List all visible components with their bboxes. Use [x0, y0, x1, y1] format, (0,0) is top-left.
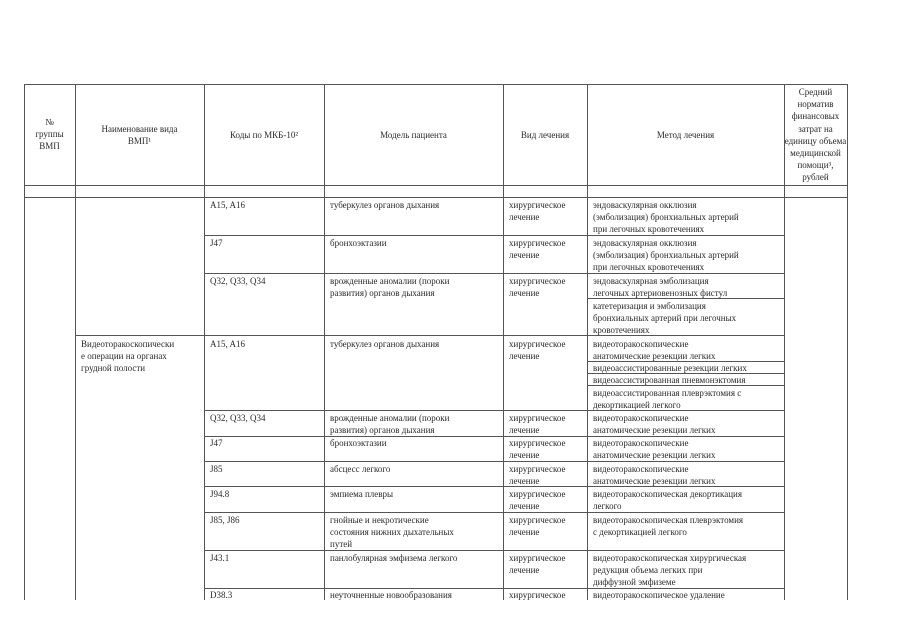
- patient-model-cell: эмпиема плевры: [330, 489, 394, 499]
- header-vmp-name: Наименование вида ВМП¹: [101, 124, 178, 147]
- treatment-method-cell: эндоваскулярная окклюзия (эмболизация) бронхиальных артерий при легочных кровотечениях: [593, 238, 739, 273]
- col-border-left: [24, 84, 25, 600]
- col-border-3: [324, 84, 325, 600]
- header-icd-codes: Коды по МКБ-10²: [229, 130, 299, 140]
- patient-model-cell: неуточненные новообразования: [330, 590, 452, 600]
- icd-code-cell: Q32, Q33, Q34: [210, 276, 266, 286]
- treatment-type-cell: хирургическое лечение: [509, 339, 566, 362]
- treatment-type-cell: хирургическое лечение: [509, 238, 566, 261]
- row-divider: [204, 550, 784, 551]
- vmp-name-cell: Видеоторакоскопически е операции на органах грудной полости: [81, 339, 175, 374]
- header-treatment-method: Метод лечения: [656, 130, 715, 140]
- treatment-method-cell: видеоторакоскопические анатомические резекции легких: [593, 413, 716, 436]
- icd-code-cell: J47: [210, 438, 223, 448]
- patient-model-cell: абсцесс легкого: [330, 464, 391, 474]
- treatment-type-cell: хирургическое лечение: [509, 438, 566, 461]
- table-top-border: [24, 84, 847, 85]
- treatment-method-cell: видеоассистированная пневмонэктомия: [593, 375, 746, 385]
- treatment-method-cell: видеоторакоскопические анатомические резекции легких: [593, 339, 716, 362]
- patient-model-cell: бронхоэктазии: [330, 238, 387, 248]
- treatment-type-cell: хирургическое лечение: [509, 489, 566, 512]
- treatment-method-cell: видеоассистированные резекции легких: [593, 363, 747, 373]
- col-border-2: [204, 84, 205, 600]
- treatment-type-cell: хирургическое лечение: [509, 553, 566, 576]
- patient-model-cell: туберкулез органов дыхания: [330, 339, 440, 349]
- treatment-type-cell: хирургическое лечение: [509, 276, 566, 299]
- patient-model-cell: бронхоэктазии: [330, 438, 387, 448]
- treatment-method-cell: видеоторакоскопическая декортикация легкого: [593, 489, 742, 512]
- patient-model-cell: туберкулез органов дыхания: [330, 200, 440, 210]
- treatment-method-cell: катетеризация и эмболизация бронхиальных артерий при легочных кровотечениях: [593, 301, 737, 336]
- header-bottom-border: [24, 185, 847, 186]
- header-patient-model: Модель пациента: [380, 130, 447, 140]
- icd-code-cell: Q32, Q33, Q34: [210, 413, 266, 423]
- patient-model-cell: гнойные и некротические состояния нижних дыхательных путей: [330, 515, 454, 550]
- icd-code-cell: D38.3: [210, 590, 233, 600]
- treatment-type-cell: хирургическое лечение: [509, 515, 566, 538]
- icd-code-cell: J85: [210, 464, 223, 474]
- treatment-method-cell: видеоторакоскопическое удаление: [593, 590, 725, 600]
- treatment-method-cell: видеоторакоскопическая плеврэктомия с декортикацией легкого: [593, 515, 744, 538]
- patient-model-cell: врожденные аномалии (пороки развития) органов дыхания: [330, 276, 450, 299]
- icd-code-cell: A15, A16: [210, 200, 246, 210]
- icd-code-cell: A15, A16: [210, 339, 246, 349]
- treatment-method-cell: видеоассистированная плеврэктомия с декортикацией легкого: [593, 388, 742, 411]
- header-group-number: № группы ВМП: [35, 117, 64, 152]
- icd-code-cell: J43.1: [210, 553, 230, 563]
- header-treatment-type: Вид лечения: [520, 130, 570, 140]
- empty-row-bottom-border: [24, 197, 847, 198]
- header-average-cost: Средний норматив финансовых затрат на единицу объема медицинской помощи³, рублей: [784, 87, 847, 183]
- treatment-type-cell: хирургическое лечение: [509, 413, 566, 436]
- col-border-right: [847, 84, 848, 600]
- treatment-method-cell: эндоваскулярная окклюзия (эмболизация) бронхиальных артерий при легочных кровотечениях: [593, 200, 739, 235]
- col-border-4: [503, 84, 504, 600]
- treatment-type-cell: хирургическое: [509, 590, 566, 600]
- treatment-type-cell: хирургическое лечение: [509, 464, 566, 487]
- icd-code-cell: J94.8: [210, 489, 230, 499]
- treatment-method-cell: видеоторакоскопические анатомические резекции легких: [593, 464, 716, 487]
- treatment-type-cell: хирургическое лечение: [509, 200, 566, 223]
- treatment-method-cell: видеоторакоскопическая хирургическая редукция объема легких при диффузной эмфиземе: [593, 553, 747, 588]
- icd-code-cell: J85, J86: [210, 515, 240, 525]
- icd-code-cell: J47: [210, 238, 223, 248]
- treatment-method-cell: видеоторакоскопические анатомические резекции легких: [593, 438, 716, 461]
- patient-model-cell: панлобулярная эмфизема легкого: [330, 553, 458, 563]
- patient-model-cell: врожденные аномалии (пороки развития) органов дыхания: [330, 413, 450, 436]
- treatment-method-cell: эндоваскулярная эмболизация легочных артериовенозных фистул: [593, 276, 728, 299]
- col-border-5: [587, 84, 588, 600]
- col-border-1: [75, 84, 76, 600]
